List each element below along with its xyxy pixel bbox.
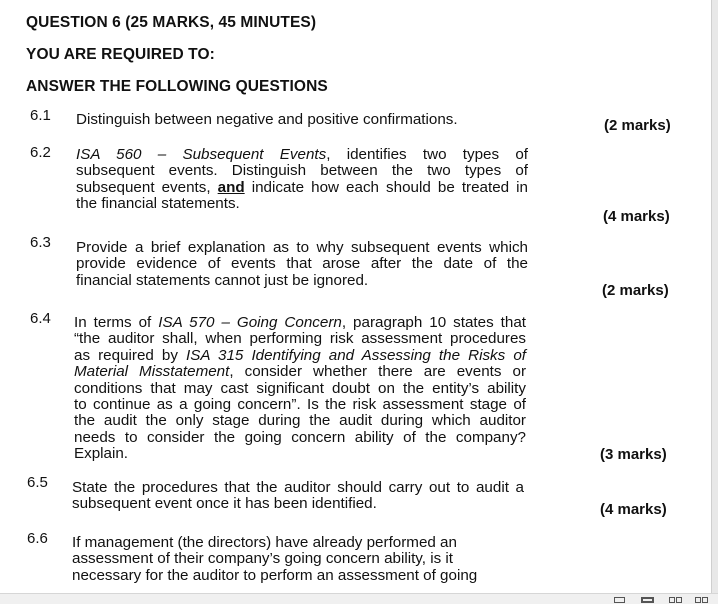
standard-reference: ISA 315 Identifying and Assessing the Risks of	[186, 346, 526, 364]
viewer-status-bar	[0, 593, 718, 604]
question-number: 6.2	[30, 144, 51, 161]
question-line: subsequent events. Distinguish between the two types of	[76, 162, 528, 180]
continuous-view-icon[interactable]	[641, 597, 654, 603]
question-line: conditions that may cast significant doubt on the entity’s ability	[74, 379, 526, 397]
marks-label: (2 marks)	[602, 282, 669, 299]
question-number: 6.6	[27, 530, 48, 547]
subinstruction-heading: ANSWER THE FOLLOWING QUESTIONS	[26, 78, 328, 95]
question-line: the financial statements.	[76, 195, 240, 213]
question-text	[72, 535, 492, 584]
marks-label: (4 marks)	[600, 501, 667, 518]
question-line: If management (the directors) have already performed an	[72, 534, 457, 551]
standard-reference: ISA 570 – Going Concern	[158, 314, 342, 331]
question-line: ISA 560 – Subsequent Events, identifies two types of	[76, 146, 528, 163]
question-line: provide evidence of events that arose after the date of the	[76, 255, 528, 273]
question-text	[72, 480, 524, 513]
question-number: 6.4	[30, 310, 51, 327]
marks-label: (3 marks)	[600, 446, 667, 463]
question-number: 6.3	[30, 234, 51, 251]
question-line: In terms of ISA 570 – Going Concern, paragraph 10 states that	[74, 314, 526, 331]
question-text	[76, 240, 528, 289]
question-line: the audit the only stage during the audit during which auditor	[74, 412, 526, 430]
two-page-view-left-icon[interactable]	[669, 597, 675, 603]
page-edge	[711, 0, 718, 594]
question-line: State the procedures that the auditor should carry out to audit a	[72, 479, 524, 496]
question-number: 6.5	[27, 474, 48, 491]
question-line: subsequent event once it has been identified.	[72, 495, 377, 513]
question-line: Provide a brief explanation as to why subsequent events which	[76, 239, 528, 256]
single-page-view-icon[interactable]	[614, 597, 625, 603]
instruction-heading: YOU ARE REQUIRED TO:	[26, 46, 215, 63]
question-line: Distinguish between negative and positive confirmations.	[76, 111, 458, 128]
question-text	[76, 147, 528, 213]
two-page-continuous-right-icon[interactable]	[702, 597, 708, 603]
marks-label: (2 marks)	[604, 117, 671, 134]
question-text	[76, 112, 536, 128]
question-line: Material Misstatement, consider whether there are events or	[74, 363, 526, 381]
question-title: QUESTION 6 (25 MARKS, 45 MINUTES)	[26, 14, 317, 31]
question-line: assessment of their company’s going concern ability, is it	[72, 550, 453, 568]
marks-label: (4 marks)	[603, 208, 670, 225]
two-page-view-right-icon[interactable]	[676, 597, 682, 603]
two-page-continuous-left-icon[interactable]	[695, 597, 701, 603]
question-line: as required by ISA 315 Identifying and Assessing the Risks of	[74, 346, 526, 364]
question-text	[74, 315, 526, 463]
question-line: Explain.	[74, 445, 129, 463]
standard-reference: Material Misstatement	[74, 363, 230, 381]
standard-reference: ISA 560 – Subsequent Events	[76, 146, 327, 163]
question-line: needs to consider the going concern ability of the company?	[74, 428, 526, 446]
question-line: financial statements cannot just be ignored.	[76, 271, 369, 289]
question-line: subsequent events, and indicate how each should be treated in	[76, 178, 528, 196]
question-line: to continue as a going concern”. Is the risk assessment stage of	[74, 396, 526, 414]
emphasis-and: and	[217, 178, 245, 196]
question-line: “the auditor shall, when performing risk assessment procedures	[74, 330, 526, 348]
question-line: necessary for the auditor to perform an assessment of going	[72, 566, 478, 584]
question-number: 6.1	[30, 107, 51, 124]
